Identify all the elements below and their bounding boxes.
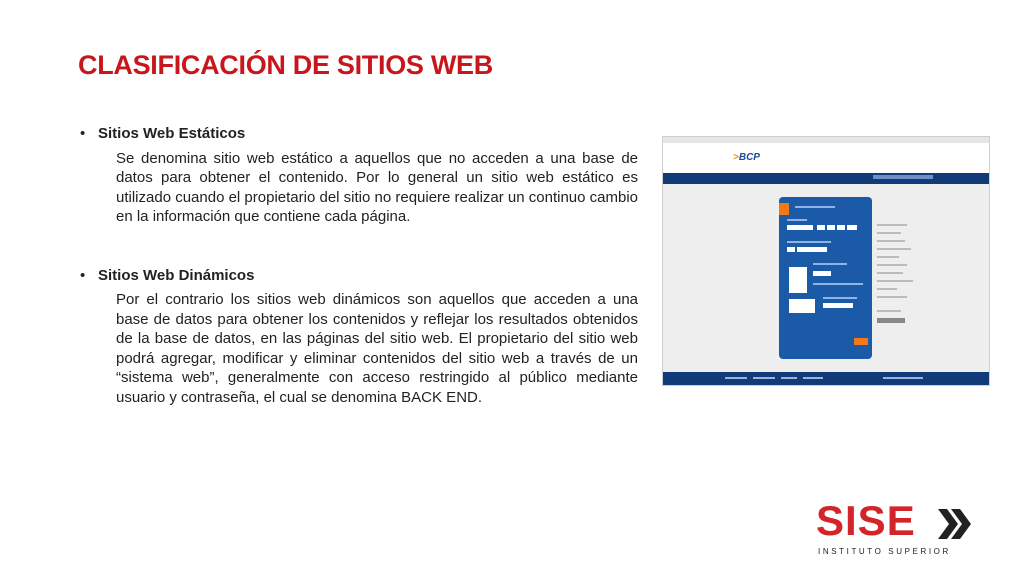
slide-content	[78, 124, 638, 407]
screenshot-header	[663, 143, 989, 173]
section-heading-dynamic: • Sitios Web Dinámicos	[78, 266, 638, 286]
slide-title: CLASIFICACIÓN DE SITIOS WEB	[78, 50, 493, 80]
sise-logo-word: SISE	[816, 497, 916, 544]
screenshot-footer	[663, 372, 990, 385]
sise-chevrons-icon	[938, 507, 972, 541]
sise-logo	[816, 497, 976, 559]
section-body-dynamic: Por el contrario los sitios web dinámicos son aquellos que acceden a una base de datos para obtener los contenidos y reflejar los resultados obtenidos de la base de datos, en las páginas del sitio web. El propietario del sitio web podrá agregar, modificar y eliminar contenidos del sitio web a través de un “sistema web”, generalmente con acceso restringido al público mediante usuario y contraseña, el cual se denomina BACK END.	[116, 291, 638, 406]
bcp-website-screenshot	[662, 136, 990, 386]
section-heading-static: • Sitios Web Estáticos	[78, 124, 638, 144]
screenshot-nav-bar	[663, 173, 989, 184]
section-gap	[78, 227, 638, 266]
bcp-logo: >BCP	[733, 152, 760, 163]
sise-logo-tagline: INSTITUTO SUPERIOR	[818, 547, 951, 556]
section-body-static: Se denomina sitio web estático a aquellos que no acceden a una base de datos para obtener el contenido. Por lo general un sitio web estático es utilizado cuando el propietario del sitio no requiere realizar un continuo cambio en la información que contiene cada página.	[116, 149, 638, 225]
screenshot-sidebar-links	[877, 224, 937, 329]
screenshot-body	[663, 184, 990, 374]
screenshot-login-card	[779, 197, 872, 359]
